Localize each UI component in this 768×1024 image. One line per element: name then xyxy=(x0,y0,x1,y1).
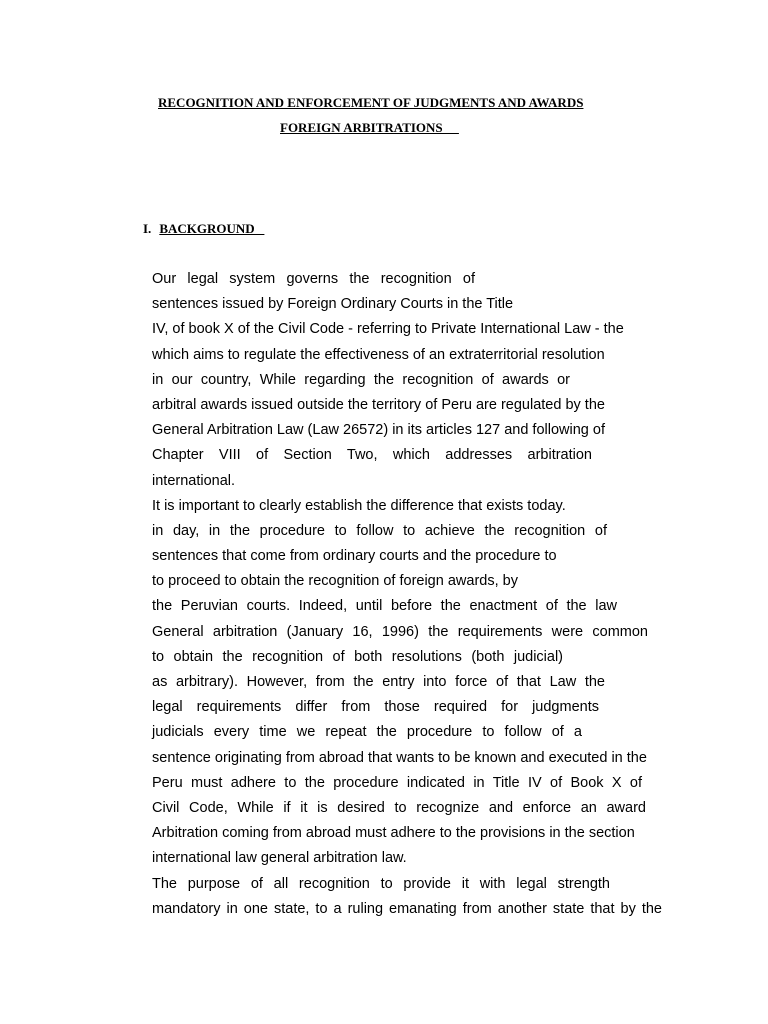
text-line: Civil Code, While if it is desired to recognize and enforce an award xyxy=(152,799,646,816)
section-number: I. xyxy=(143,221,152,236)
document-title: RECOGNITION AND ENFORCEMENT OF JUDGMENTS AND AWARDS xyxy=(158,95,584,110)
section-title: BACKGROUND xyxy=(159,221,265,236)
text-line: General arbitration (January 16, 1996) the requirements were common xyxy=(152,623,648,640)
text-line: as arbitrary). However, from the entry into force of that Law the xyxy=(152,674,605,690)
text-line: It is important to clearly establish the difference that exists today. xyxy=(152,497,566,514)
text-line: General Arbitration Law (Law 26572) in its articles 127 and following of xyxy=(152,422,605,439)
text-line: Our legal system governs the recognition of xyxy=(152,271,475,287)
text-line: the Peruvian courts. Indeed, until before the enactment of the law xyxy=(152,598,617,615)
text-line: in day, in the procedure to follow to achieve the recognition of xyxy=(152,522,607,539)
text-line: in our country, While regarding the recognition of awards or xyxy=(152,371,570,388)
text-line: The purpose of all recognition to provide it with legal strength xyxy=(152,875,610,892)
body-paragraph xyxy=(152,270,676,925)
section-heading xyxy=(143,221,264,237)
text-line: international. xyxy=(152,472,236,489)
text-line: international law general arbitration law. xyxy=(152,850,407,867)
text-line: mandatory in one state, to a ruling emanating from another state that by the xyxy=(152,900,662,917)
text-line: which aims to regulate the effectiveness of an extraterritorial resolution xyxy=(152,346,605,363)
text-line: sentences that come from ordinary courts and the procedure to xyxy=(152,548,557,565)
text-line: Chapter VIII of Section Two, which addresses arbitration xyxy=(152,447,592,464)
text-line: sentences issued by Foreign Ordinary Courts in the Title xyxy=(152,296,514,313)
text-line: to obtain the recognition of both resolutions (both judicial) xyxy=(152,648,563,665)
text-line: IV, of book X of the Civil Code - referring to Private International Law - the xyxy=(152,321,624,338)
text-line: to proceed to obtain the recognition of foreign awards, by xyxy=(152,573,518,590)
text-line: legal requirements differ from those required for judgments xyxy=(152,699,599,716)
document-subtitle: FOREIGN ARBITRATIONS xyxy=(280,120,459,135)
text-line: sentence originating from abroad that wants to be known and executed in the xyxy=(152,749,647,766)
text-line: judicials every time we repeat the procedure to follow of a xyxy=(152,724,582,741)
text-line: Arbitration coming from abroad must adhere to the provisions in the section xyxy=(152,825,635,842)
text-line: arbitral awards issued outside the territory of Peru are regulated by the xyxy=(152,396,605,413)
text-line: Peru must adhere to the procedure indicated in Title IV of Book X of xyxy=(152,774,642,791)
